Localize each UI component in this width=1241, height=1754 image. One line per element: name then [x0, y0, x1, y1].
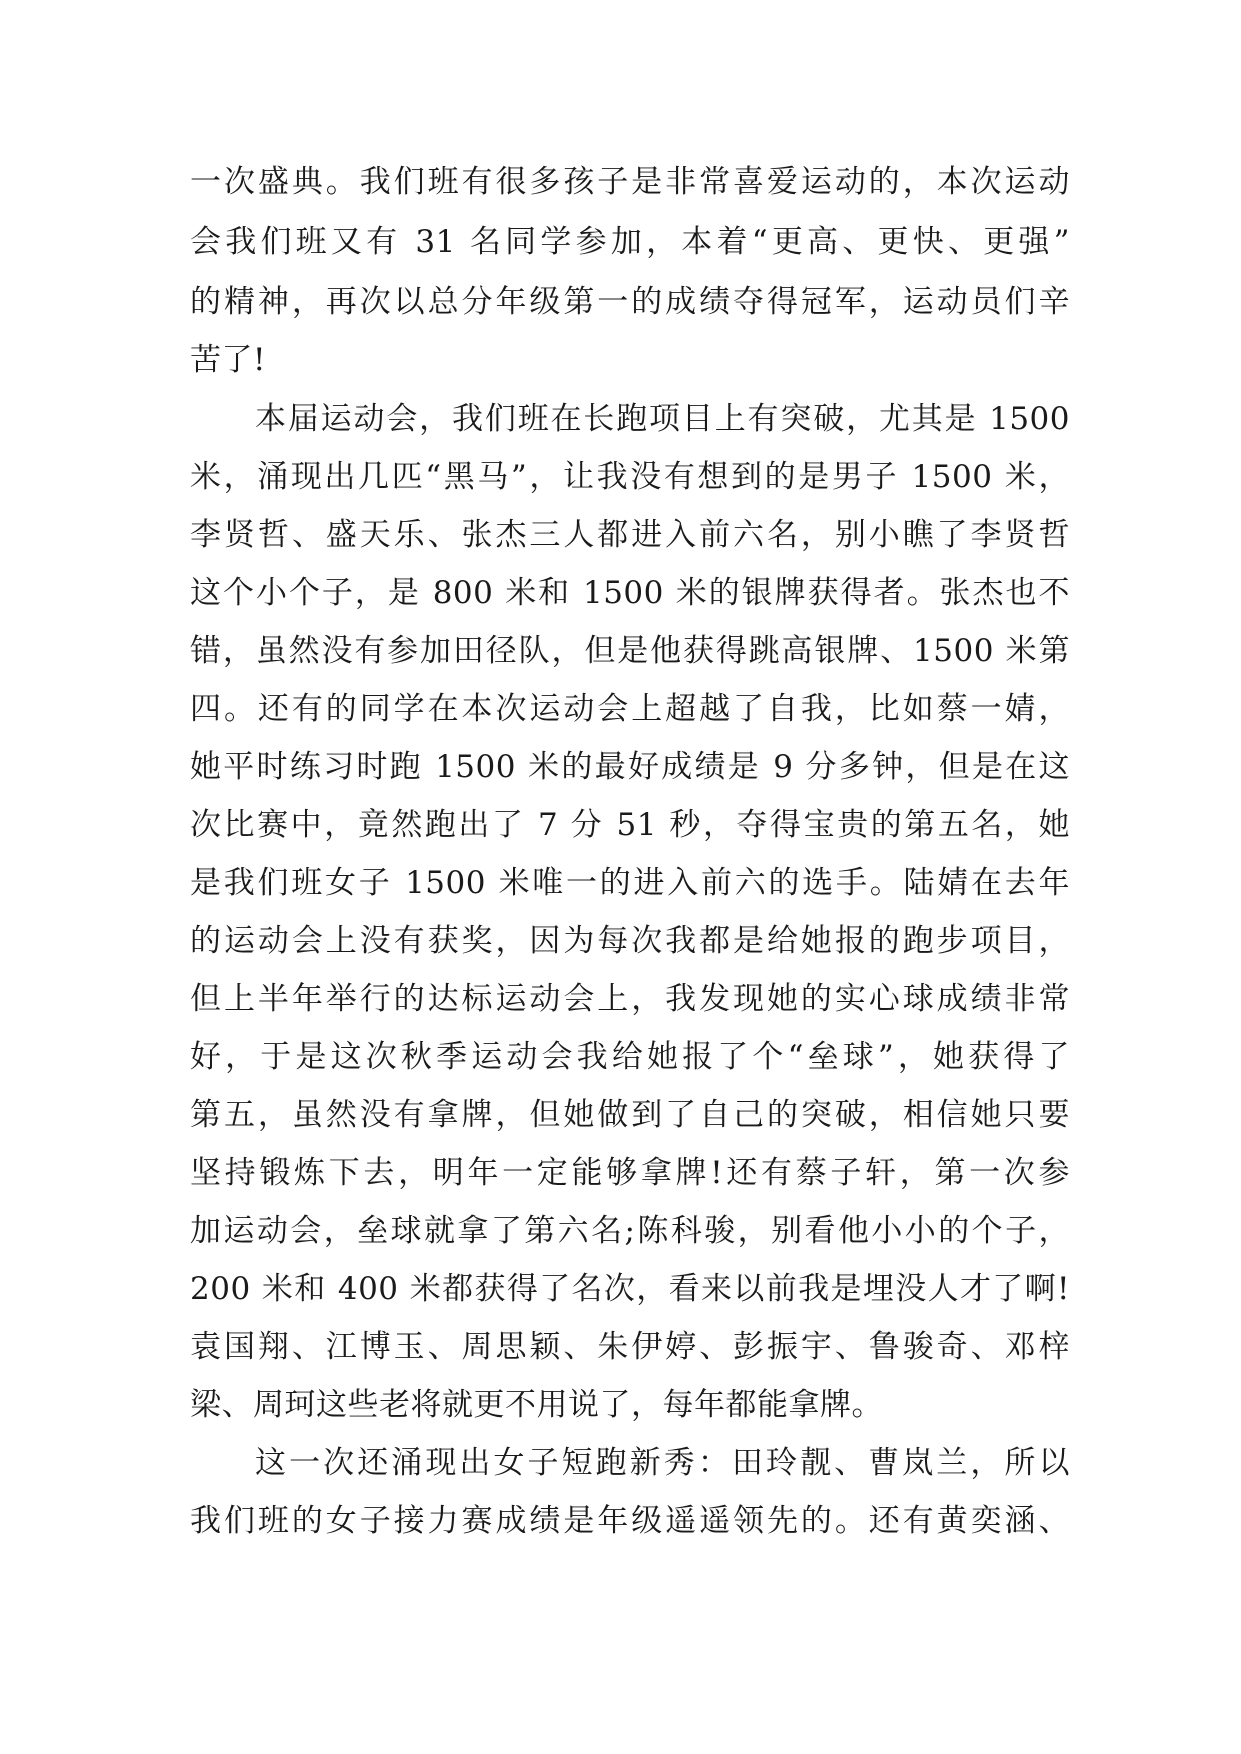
text-line-20: 200 米和 400 米都获得了名次，看来以前我是埋没人才了啊! [190, 1271, 1070, 1307]
text-line-13: 是我们班女子 1500 米唯一的进入前六的选手。陆婧在去年 [190, 865, 1070, 901]
text-line-3: 的精神，再次以总分年级第一的成绩夺得冠军，运动员们辛 [190, 284, 1070, 320]
text-line-2: 会我们班又有 31 名同学参加，本着“更高、更快、更强” [190, 224, 1070, 260]
text-line-21: 袁国翔、江博玉、周思颖、朱伊婷、彭振宇、鲁骏奇、邓梓 [190, 1329, 1070, 1365]
text-line-11: 她平时练习时跑 1500 米的最好成绩是 9 分多钟，但是在这 [190, 749, 1070, 785]
text-line-19: 加运动会，垒球就拿了第六名;陈科骏，别看他小小的个子， [190, 1213, 1070, 1249]
text-line-16: 好，于是这次秋季运动会我给她报了个“垒球”，她获得了 [190, 1039, 1070, 1075]
text-line-1: 一次盛典。我们班有很多孩子是非常喜爱运动的，本次运动 [190, 164, 1070, 200]
text-line-14: 的运动会上没有获奖，因为每次我都是给她报的跑步项目， [190, 923, 1070, 959]
text-line-5: 本届运动会，我们班在长跑项目上有突破，尤其是 1500 [255, 401, 1070, 437]
text-line-24: 我们班的女子接力赛成绩是年级遥遥领先的。还有黄奕涵、 [190, 1503, 1070, 1539]
text-line-18: 坚持锻炼下去，明年一定能够拿牌!还有蔡子轩，第一次参 [190, 1155, 1070, 1191]
text-line-17: 第五，虽然没有拿牌，但她做到了自己的突破，相信她只要 [190, 1097, 1070, 1133]
text-line-7: 李贤哲、盛天乐、张杰三人都进入前六名，别小瞧了李贤哲 [190, 517, 1070, 553]
text-line-12: 次比赛中，竟然跑出了 7 分 51 秒，夺得宝贵的第五名，她 [190, 807, 1070, 843]
text-line-6: 米，涌现出几匹“黑马”，让我没有想到的是男子 1500 米， [190, 459, 1070, 495]
text-line-9: 错，虽然没有参加田径队，但是他获得跳高银牌、1500 米第 [190, 633, 1070, 669]
text-line-15: 但上半年举行的达标运动会上，我发现她的实心球成绩非常 [190, 981, 1070, 1017]
text-line-22: 梁、周珂这些老将就更不用说了，每年都能拿牌。 [190, 1387, 883, 1423]
text-line-10: 四。还有的同学在本次运动会上超越了自我，比如蔡一婧， [190, 691, 1070, 727]
text-line-8: 这个小个子，是 800 米和 1500 米的银牌获得者。张杰也不 [190, 575, 1070, 611]
text-line-4: 苦了! [190, 342, 266, 378]
text-line-23: 这一次还涌现出女子短跑新秀：田玲靓、曹岚兰，所以 [255, 1445, 1070, 1481]
